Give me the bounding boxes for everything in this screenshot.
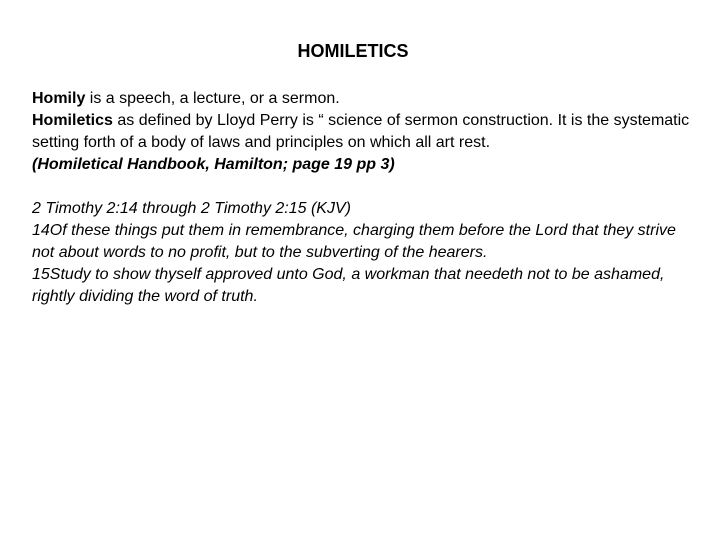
slide-body — [32, 88, 702, 308]
slide-title: HOMILETICS — [297, 41, 409, 61]
paragraph-spacer — [32, 176, 702, 198]
homiletics-def-text: as defined by Lloyd Perry is “ science of sermon construction. It is the systematic setting forth of a body of laws and principles on which all art rest. — [32, 112, 690, 151]
verse-14: 14Of these things put them in remembrance, charging them before the Lord that they strive not about words to no profit, but to the subverting of the hearers. — [32, 222, 676, 261]
scripture-reference: 2 Timothy 2:14 through 2 Timothy 2:15 (KJV) — [32, 200, 351, 217]
homily-definition — [32, 88, 702, 110]
citation: (Homiletical Handbook, Hamilton; page 19 pp 3) — [32, 156, 395, 173]
homiletics-term: Homiletics — [32, 112, 113, 129]
homily-def-text: is a speech, a lecture, or a sermon. — [85, 90, 340, 107]
verse-15: 15Study to show thyself approved unto God, a workman that needeth not to be ashamed, rightly dividing the word of truth. — [32, 266, 665, 305]
homiletics-definition — [32, 110, 702, 154]
homily-term: Homily — [32, 90, 86, 107]
